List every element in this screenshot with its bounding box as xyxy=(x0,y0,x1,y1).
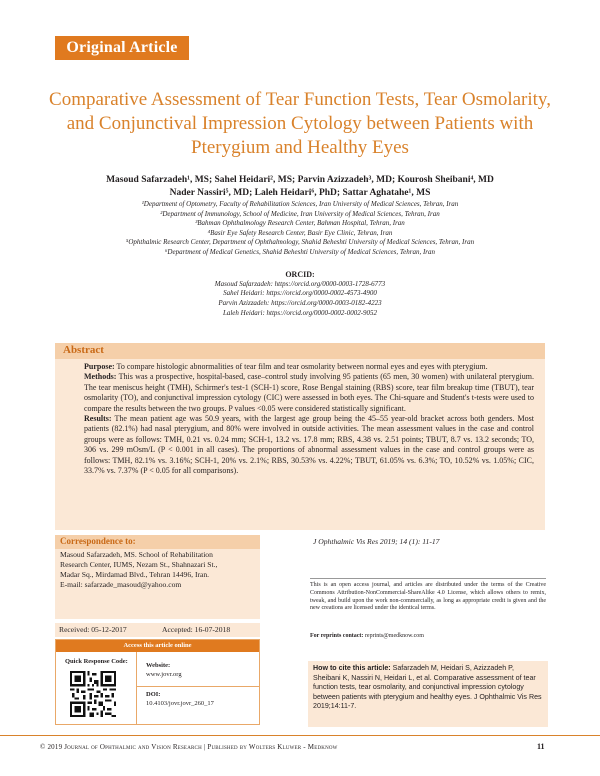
correspondence-body xyxy=(60,550,260,590)
purpose-label: Purpose: xyxy=(84,362,115,371)
received-date: Received: 05-12-2017 xyxy=(59,625,127,634)
doi-link[interactable]: 10.4103/jovr.jovr_260_17 xyxy=(146,700,214,707)
orcid-link[interactable]: Sahel Heidari: https://orcid.org/0000-0002-4573-4900 xyxy=(223,289,377,298)
abstract-heading: Abstract xyxy=(63,344,104,356)
reprints-contact xyxy=(310,633,424,639)
methods-text: This was a prospective, hospital-based, case–control study involving 95 patients (65 men, 30 women) with unilateral pterygium. The tear meniscus height (TMH), Schirmer's test-1 (SCH-1) score, Rose Bengal staining (RBS) score, tear film breakup time (TBUT), tear osmolarity (TO), and conjunctival impression cytology (CIC) were assessed in both eyes. The Chi-square and Student's t-tests were used to compare the results between the two groups. P values <0.05 were considered statistically significant. xyxy=(84,372,534,413)
affiliation: ⁶Department of Medical Genetics, Shahid Beheshti University of Medical Sciences, Tehran, Iran xyxy=(164,247,436,256)
correspondence-header xyxy=(55,535,260,549)
divider xyxy=(136,686,259,687)
author-list xyxy=(60,174,540,200)
qr-label: Quick Response Code: xyxy=(65,658,128,665)
orcid-link[interactable]: Laleh Heidari: https://orcid.org/0000-0002-0002-9052 xyxy=(222,308,378,317)
doi-label: DOI: xyxy=(146,691,161,698)
reprints-email[interactable]: reprints@medknow.com xyxy=(363,633,424,639)
access-online-box xyxy=(55,639,260,725)
how-to-cite-text: Safarzadeh M, Heidari S, Azizzadeh P, Sheibani K, Nassiri N, Heidari L, et al. Comparative assessment of tear function tests, tear osmolarity, and conjunctival impression cytology between patients with pterygium and healthy eyes. J Ophthalmic Vis Res 2019;14:11-7. xyxy=(313,664,542,711)
correspondence-email[interactable]: E-mail: safarzade_masoud@yahoo.com xyxy=(60,580,182,590)
correspondence-line: Madar Sq., Mirdamad Blvd., Tehran 14496, Iran. xyxy=(60,570,210,580)
orcid-heading: ORCID: xyxy=(285,270,315,279)
article-title: Comparative Assessment of Tear Function Tests, Tear Osmolarity, and Conjunctival Impression Cytology between Patients with Pterygium and Healthy Eyes xyxy=(49,89,551,158)
orcid-block xyxy=(120,270,480,319)
affiliations xyxy=(55,200,545,258)
abstract-body xyxy=(84,362,534,476)
orcid-link[interactable]: Masoud Safarzadeh: https://orcid.org/0000-0003-1728-6773 xyxy=(214,279,386,288)
affiliation: ⁵Ophthalmic Research Center, Department of Ophthalmology, Shahid Beheshti University of Medical Sciences, Tehran, Iran xyxy=(125,238,475,247)
abstract-methods xyxy=(84,372,534,414)
website-label: Website: xyxy=(146,662,171,669)
license-text: This is an open access journal, and articles are distributed under the terms of the Creative Commons Attribution-NonCommercial-ShareAlike 4.0 License, which allows others to remix, tweak, and build upon the work non-commercially, as long as appropriate credit is given and the new creations are licensed under the identical terms. xyxy=(310,582,546,612)
correspondence-heading: Correspondence to: xyxy=(60,536,136,546)
author-line-2: Nader Nassiri⁵, MD; Laleh Heidari⁶, PhD; Sattar Aghatahe¹, MS xyxy=(169,188,431,198)
abstract-results xyxy=(84,414,534,476)
page-number: 11 xyxy=(537,742,545,751)
page-footer: © 2019 Journal of Ophthalmic and Vision Research | Published by Wolters Kluwer - Medknow xyxy=(40,743,338,751)
how-to-cite-box xyxy=(308,661,548,727)
affiliation: ³Bahman Ophthalmology Research Center, Bahman Hospital, Tehran, Iran xyxy=(195,219,405,228)
footer-rule xyxy=(0,735,600,736)
affiliation: ¹Department of Optometry, Faculty of Rehabilitation Sciences, Iran University of Medical Sciences, Tehran, Iran xyxy=(141,200,459,208)
methods-label: Methods: xyxy=(84,372,117,382)
correspondence-line: Research Center, IUMS, Nezam St., Shahnazari St., xyxy=(60,560,218,570)
divider xyxy=(136,652,137,724)
results-text: The mean patient age was 50.9 years, with the largest age group being the 45–55 year-old bracket across both genders. Most patients (82.1%) had nasal pterygium, and 80% were involved in outside activities. The mean assessment values in the case and control groups were as follows: TMH, 0.21 vs. 0.24 mm; SCH-1, 13.2 vs. 17.8 mm; RBS, 4.38 vs. 2.51 points; TBUT, 8.7 vs. 13.2 seconds; TO, 306 vs. 299 mOsm/L (P < 0.001 in all cases). The proportions of abnormal assessment values in the case and control groups were as follows: TMH, 82.1% vs. 3.16%; SCH-1, 20% vs. 2.1%; RBS, 30.53% vs. 4.22%; TBUT, 61.05% vs. 6.3%; TO, 10.52% vs. 1.05%; CIC, 33.7% vs. 7.37% (P < 0.05 for all comparisons). xyxy=(84,414,534,476)
dates-row xyxy=(55,623,260,637)
reprints-label: For reprints contact: xyxy=(310,633,364,639)
journal-citation: J Ophthalmic Vis Res 2019; 14 (1): 11-17 xyxy=(313,537,440,546)
website-link[interactable]: www.jovr.org xyxy=(146,671,182,678)
abstract-header xyxy=(55,343,545,359)
qr-code-icon[interactable] xyxy=(70,671,116,717)
orcid-link[interactable]: Parvin Azizzadeh: https://orcid.org/0000-0003-0182-4223 xyxy=(218,299,382,308)
accepted-date: Accepted: 16-07-2018 xyxy=(162,625,231,634)
affiliation: ⁴Basir Eye Safety Research Center, Basir Eye Clinic, Tehran, Iran xyxy=(207,228,393,237)
how-to-cite-label: How to cite this article: xyxy=(313,664,391,672)
abstract-box xyxy=(55,343,545,530)
affiliation: ²Department of Immunology, School of Medicine, Iran University of Medical Sciences, Tehran, Iran xyxy=(160,209,440,218)
divider xyxy=(310,578,546,579)
article-type-banner: Original Article xyxy=(55,36,189,60)
purpose-text: To compare histologic abnormalities of tear film and tear osmolarity between normal eyes and eyes with pterygium. xyxy=(114,362,488,371)
results-label: Results: xyxy=(84,414,112,424)
abstract-purpose xyxy=(84,362,534,372)
access-heading: Access this article online xyxy=(56,640,259,652)
correspondence-line: Masoud Safarzadeh, MS. School of Rehabilitation xyxy=(60,550,213,559)
author-line-1: Masoud Safarzadeh¹, MS; Sahel Heidari², MS; Parvin Azizzadeh³, MD; Kourosh Sheibani⁴, MD xyxy=(106,175,494,185)
